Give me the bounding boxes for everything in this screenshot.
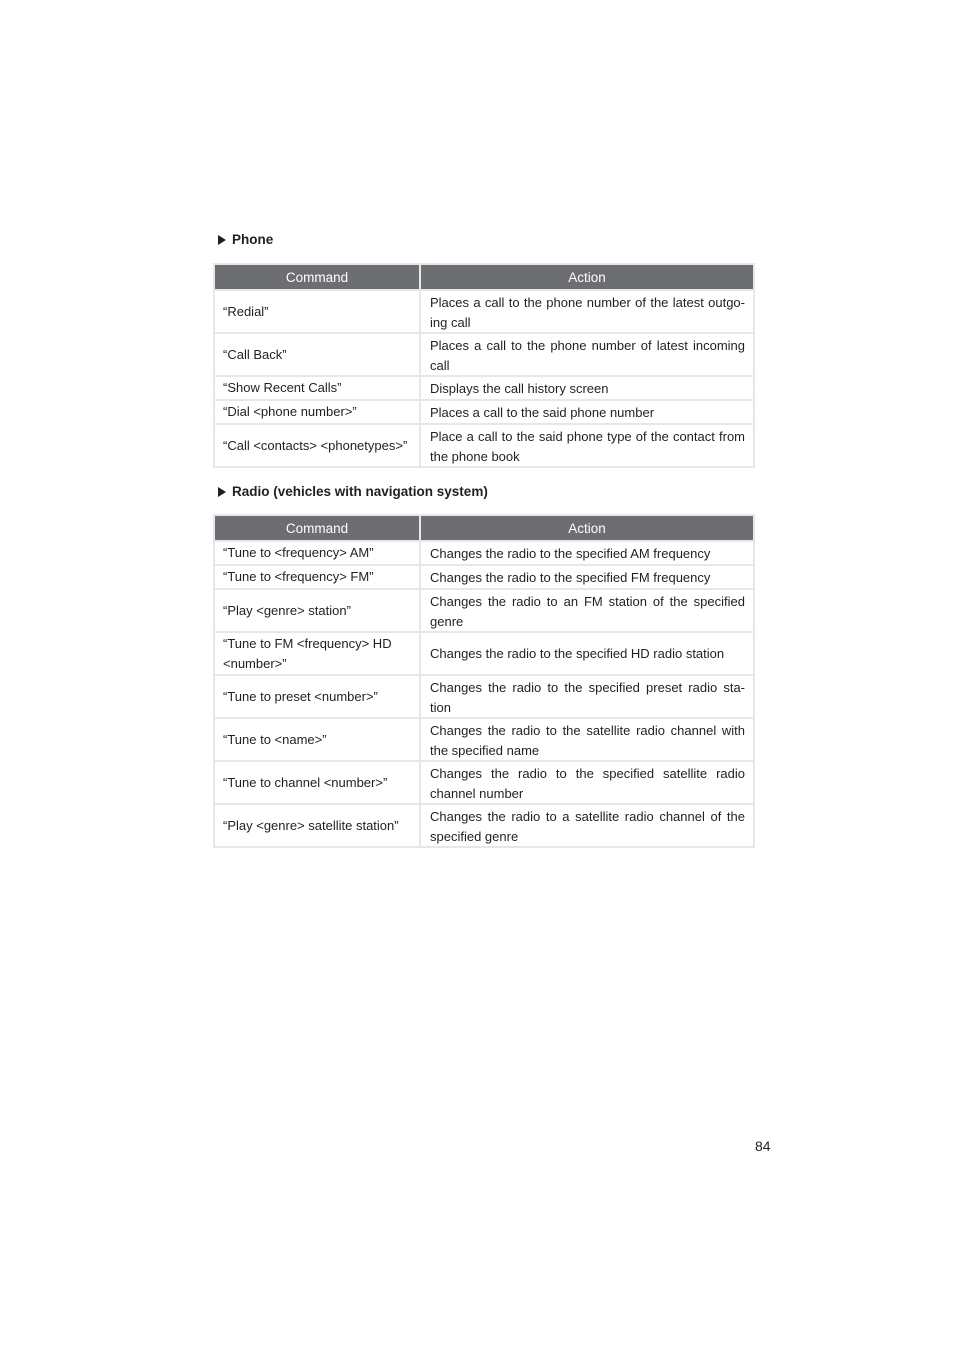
table-row: [215, 291, 753, 332]
triangle-bullet-icon: [218, 235, 226, 245]
action-cell: Places a call to the phone number of the latest outgo-ing call: [421, 291, 753, 332]
command-cell: “Tune to <frequency> FM”: [215, 566, 419, 588]
table-row: [215, 719, 753, 760]
command-cell: “Redial”: [215, 291, 419, 332]
command-cell: “Tune to preset <number>”: [215, 676, 419, 717]
command-cell: “Tune to FM <frequency> HD <number>”: [215, 633, 419, 674]
action-cell: Places a call to the said phone number: [421, 401, 753, 423]
triangle-bullet-icon: [218, 487, 226, 497]
action-cell: Changes the radio to the specified FM frequency: [421, 566, 753, 588]
action-cell: Changes the radio to the specified HD radio station: [421, 633, 753, 674]
table-row: [215, 542, 753, 564]
table-header: [215, 265, 753, 289]
command-cell: “Dial <phone number>”: [215, 401, 419, 423]
radio-command-table: [213, 514, 755, 848]
command-cell: “Play <genre> station”: [215, 590, 419, 631]
table-row: [215, 762, 753, 803]
table-row: [215, 377, 753, 399]
action-column-header: Action: [568, 269, 606, 285]
command-column-header: Command: [285, 269, 349, 285]
action-column-header: Action: [568, 520, 606, 536]
phone-heading-text: Phone: [232, 232, 274, 247]
radio-section-heading: [218, 484, 488, 499]
action-cell: Changes the radio to a satellite radio channel of the specified genre: [421, 805, 753, 846]
action-cell: Displays the call history screen: [421, 377, 753, 399]
action-cell: Place a call to the said phone type of the contact from the phone book: [421, 425, 753, 466]
action-cell: Changes the radio to an FM station of the specified genre: [421, 590, 753, 631]
table-row: [215, 590, 753, 631]
phone-command-table: [213, 263, 755, 468]
radio-heading-text: Radio (vehicles with navigation system): [232, 484, 488, 499]
command-cell: “Show Recent Calls”: [215, 377, 419, 399]
table-row: [215, 633, 753, 674]
table-row: [215, 805, 753, 846]
table-row: [215, 676, 753, 717]
phone-section-heading: [218, 232, 273, 247]
action-cell: Places a call to the phone number of latest incoming call: [421, 334, 753, 375]
action-cell: Changes the radio to the specified AM frequency: [421, 542, 753, 564]
command-column-header: Command: [285, 520, 349, 536]
action-cell: Changes the radio to the specified satellite radio channel number: [421, 762, 753, 803]
command-cell: “Call Back”: [215, 334, 419, 375]
command-cell: “Play <genre> satellite station”: [215, 805, 419, 846]
table-row: [215, 425, 753, 466]
action-cell: Changes the radio to the satellite radio channel with the specified name: [421, 719, 753, 760]
command-cell: “Tune to channel <number>”: [215, 762, 419, 803]
command-cell: “Tune to <name>”: [215, 719, 419, 760]
command-cell: “Call <contacts> <phonetypes>”: [215, 425, 419, 466]
command-cell: “Tune to <frequency> AM”: [215, 542, 419, 564]
table-row: [215, 566, 753, 588]
table-row: [215, 334, 753, 375]
table-header: [215, 516, 753, 540]
action-cell: Changes the radio to the specified preset radio sta-tion: [421, 676, 753, 717]
table-row: [215, 401, 753, 423]
page-number: 84: [755, 1138, 771, 1154]
